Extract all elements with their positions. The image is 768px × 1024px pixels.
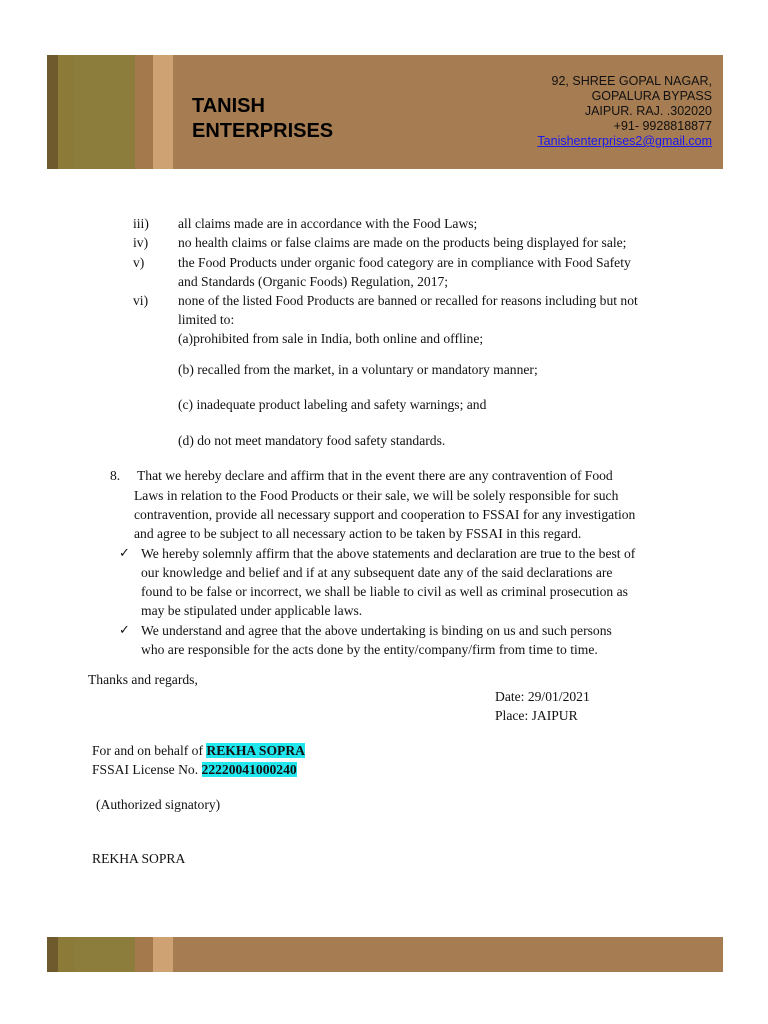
sub-item-c: (c) inadequate product labeling and safety warnings; and: [178, 397, 487, 412]
list-item-text: all claims made are in accordance with the Food Laws;: [178, 216, 478, 231]
paragraph-text: That we hereby declare and affirm that in the event there are any contravention of Food: [137, 468, 613, 483]
list-number: vi): [133, 293, 149, 308]
list-item-text: no health claims or false claims are made on the products being displayed for sale;: [178, 235, 627, 250]
behalf-label: For and on behalf of: [92, 743, 207, 758]
paragraph-text: contravention, provide all necessary support and cooperation to FSSAI for any investigation: [134, 507, 636, 522]
declaration-text: may be stipulated under applicable laws.: [141, 603, 363, 618]
stripe-decoration: [58, 937, 75, 972]
letter-date: Date: 29/01/2021: [495, 689, 590, 704]
declaration-text: found to be false or incorrect, we shall be liable to civil as well as criminal prosecution as: [141, 584, 628, 599]
declaration-text: We understand and agree that the above undertaking is binding on us and such persons: [141, 623, 612, 638]
list-item-text: the Food Products under organic food category are in compliance with Food Safety: [178, 255, 631, 270]
list-item-text: none of the listed Food Products are banned or recalled for reasons including but not: [178, 293, 638, 308]
license-number: 22220041000240: [201, 762, 297, 777]
list-item-text: and Standards (Organic Foods) Regulation, 2017;: [178, 274, 449, 289]
sub-item-b: (b) recalled from the market, in a voluntary or mandatory manner;: [178, 362, 538, 377]
stripe-decoration: [47, 937, 58, 972]
stripe-decoration: [47, 55, 58, 169]
company-name: TANISH ENTERPRISES: [192, 95, 334, 142]
paragraph-text: Laws in relation to the Food Products or their sale, we will be solely responsible for such: [134, 488, 619, 503]
list-item-text: limited to:: [178, 312, 235, 327]
stripe-decoration: [75, 937, 135, 972]
paragraph-text: and agree to be subject to all necessary action to be taken by FSSAI in this regard.: [134, 526, 582, 541]
closing-thanks: Thanks and regards,: [88, 672, 198, 687]
declaration-text: our knowledge and belief and if at any subsequent date any of the said declarations are: [141, 565, 613, 580]
stripe-decoration: [75, 55, 135, 169]
footer-band: [47, 937, 723, 972]
list-item-text: (a)prohibited from sale in India, both online and offline;: [178, 331, 484, 346]
email-link[interactable]: Tanishenterprises2@gmail.com: [537, 134, 712, 148]
declaration-text: We hereby solemnly affirm that the above statements and declaration are true to the best of: [141, 546, 636, 561]
paragraph-number: 8.: [110, 468, 121, 483]
company-address: 92, SHREE GOPAL NAGAR, GOPALURA BYPASS JAIPUR. RAJ. .302020 +91- 9928818877 Tanishenterprises2@gmail.com: [537, 74, 712, 148]
stripe-decoration: [135, 937, 153, 972]
checkmark-icon: ✓: [119, 546, 130, 561]
checkmark-icon: ✓: [119, 623, 130, 638]
behalf-line: [92, 741, 305, 760]
list-number: v): [133, 255, 145, 270]
stripe-decoration: [153, 937, 173, 972]
list-number: iii): [133, 216, 149, 231]
stripe-decoration: [135, 55, 153, 169]
license-label: FSSAI License No.: [92, 762, 202, 777]
signatory-label: (Authorized signatory): [96, 797, 221, 812]
letter-place: Place: JAIPUR: [495, 708, 578, 723]
stripe-decoration: [153, 55, 173, 169]
sub-item-d: (d) do not meet mandatory food safety standards.: [178, 433, 446, 448]
license-line: [92, 760, 297, 779]
signer-name: REKHA SOPRA: [92, 851, 186, 866]
declaration-text: who are responsible for the acts done by the entity/company/firm from time to time.: [141, 642, 598, 657]
behalf-name: REKHA SOPRA: [206, 743, 305, 758]
list-number: iv): [133, 235, 149, 250]
stripe-decoration: [58, 55, 75, 169]
